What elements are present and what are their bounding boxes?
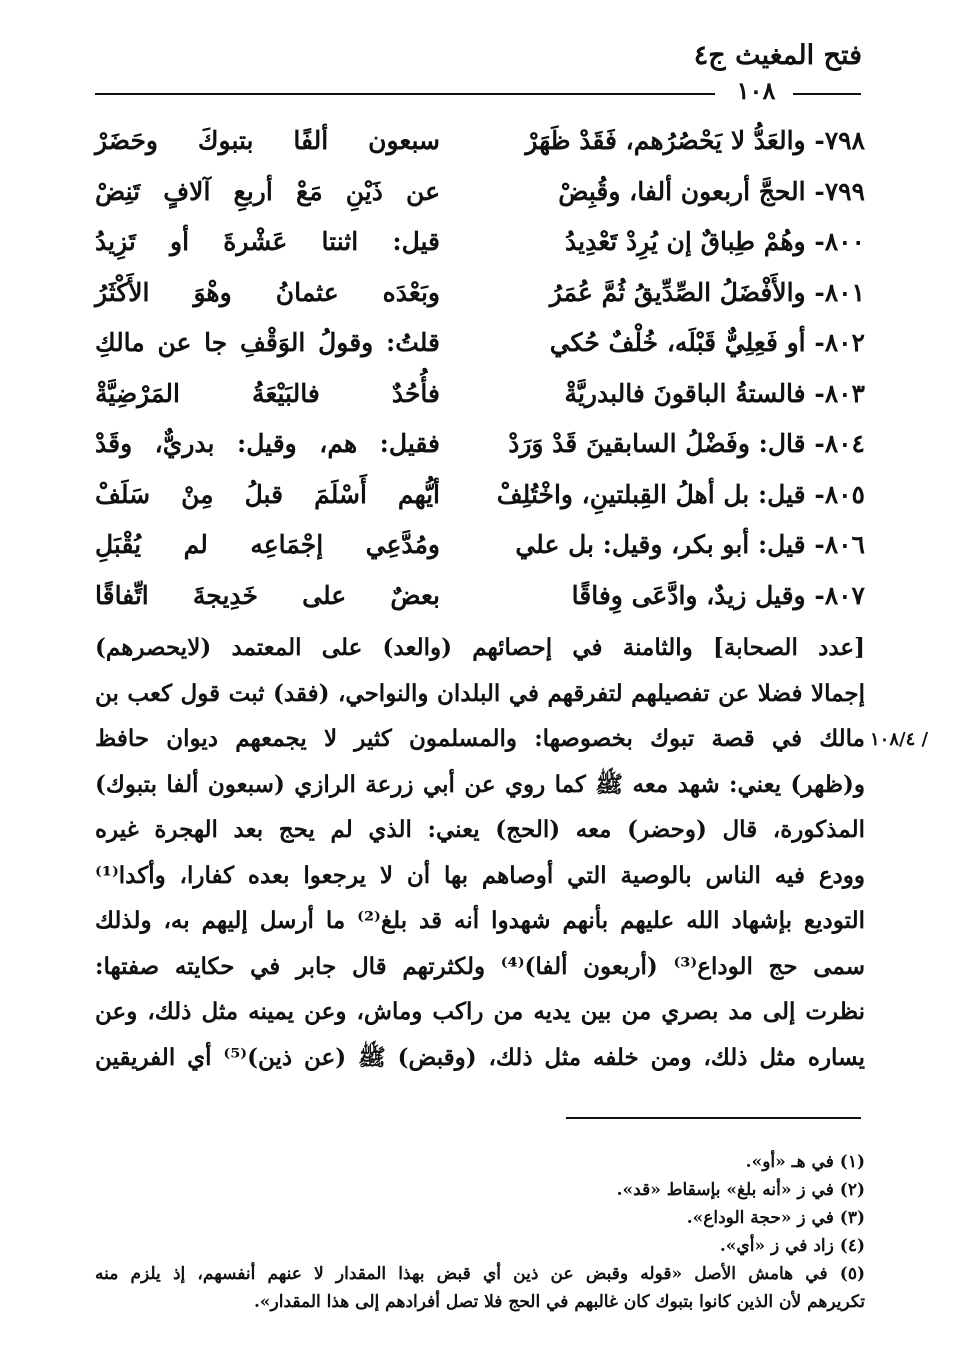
footnote-rule [566,1117,861,1119]
margin-page-reference: / ١٠٨/٤ [870,729,929,750]
verse-first-hemistich: ٧٩٨- والعَدُّ لا يَحْصُرُهم، فَقَدْ ظَهَرْ [525,126,865,155]
verse-first-hemistich: ٨٠٣- فالستةُ الباقونَ فالبدريَّةْ [564,378,865,408]
prose-line: و(ظهر) يعني: شهد معه ﷺ كما روي عن أبي زرعة الرازي (سبعون ألفا بتبوك) [95,770,865,798]
prose-line: يساره مثل ذلك، ومن خلفه مثل ذلك، (وقبض) ﷺ (عن ذين)⁽⁵⁾ أي الفريقين [95,1043,865,1071]
verse-line [95,173,865,224]
prose-line: [عدد الصحابة] والثامنة في إحصائهم (والعد) على المعتمد (لايحصرهم) [95,634,865,661]
verse-line [95,526,865,577]
verse-line [95,577,865,628]
verse-second-hemistich: عن ذَيْنِ مَعْ أربعِ آلافٍ تَنِضْ [95,176,440,206]
footnote: (٣) في ز «حجة الوداع». [686,1208,865,1228]
footnote: (٤) زاد في ز «أي». [719,1236,865,1256]
verse-line [95,375,865,426]
verse-first-hemistich: ٨٠٤- قال: وفَضْلُ السابقينَ قَدْ وَرَدْ [508,429,865,458]
verse-second-hemistich: فأُحُدٌ فالبَيْعَةُ المَرْضِيَّةْ [95,378,440,408]
verse-first-hemistich: ٨٠٠- وهُمْ طِباقٌ إن يُرِدْ تَعْدِيدُ [565,227,865,256]
verse-first-hemistich: ٨٠١- والأَفْضَلُ الصِّدِّيقُ ثُمَّ عُمَرُ [549,277,865,307]
verse-line [95,425,865,476]
prose-line: سمى حج الوداع⁽³⁾ (أربعون ألفا)⁽⁴⁾ ولكثرتهم قال جابر في حكايته صفتها: [95,952,865,980]
verse-second-hemistich: سبعون ألفًا بتبوكَ وحَضَرْ [95,126,440,155]
verse-line [95,324,865,375]
verse-first-hemistich: ٨٠٢- أو فَعِلِيٌّ قَبْلَه، خُلْفٌ حُكي [549,328,865,357]
footnote: (٢) في ز «أنه بلغ» بإسقاط «قد». [616,1180,865,1200]
verse-second-hemistich: أيُّهم أَسْلَمَ قبلُ مِنْ سَلَفْ [95,479,440,509]
verse-line [95,223,865,274]
verse-second-hemistich: قلتُ: وقولُ الوَقْفِ جا عن مالكِ [95,328,440,357]
header-rule-short [793,93,861,95]
verse-line [95,274,865,325]
verse-second-hemistich: وبَعْدَه عثمانُ وهْوَ الأَكْثَرُ [95,277,440,307]
prose-line: إجمالا فضلا عن تفصيلهم لتفرقهم في البلدان والنواحي، (فقد) ثبت قول كعب بن [95,679,865,707]
footnote: (٥) في هامش الأصل «قوله وقبض عن ذين أي قبض بهذا المقدار لا عنهم أنفسهم، إذ يلزم منه [95,1264,865,1284]
verse-line [95,122,865,173]
prose-line: التوديع بإشهاد الله عليهم بأنهم شهدوا أنه قد بلغ⁽²⁾ ما أرسل إليهم به، ولذلك [95,907,866,934]
verse-first-hemistich: ٨٠٧- وقيل زيدٌ، وادَّعَى وِفاقًا [571,580,865,610]
prose-line: نظرت إلى مد بصري من بين يديه من راكب وماش، وعن يمينه مثل ذلك، وعن [95,998,865,1025]
verse-line [95,476,865,527]
verse-first-hemistich: ٨٠٥- قيل: بل أهلُ القِبلتينِ، واخْتُلِفْ [496,479,865,509]
verse-second-hemistich: ومُدَّعِي إجْمَاعِه لم يُقْبَلِ [95,530,440,559]
running-head: فتح المغيث ج٤ [693,40,862,71]
page-number: ١٠٨ [736,76,776,105]
prose-line: مالك في قصة تبوك بخصوصها: والمسلمون كثير لا يجمعهم ديوان حافظ [95,725,865,752]
verse-second-hemistich: فقيل: هم، وقيل: بدريٌّ، وقَدْ [95,429,440,458]
header-rule [95,93,715,95]
footnote: (١) في هـ «أو». [745,1152,865,1172]
prose-line: المذكورة، قال (وحضر) معه (الحج) يعني: الذي لم يحج بعد الهجرة غيره [95,816,865,843]
footnotes [95,1148,865,1316]
verse-first-hemistich: ٨٠٦- قيل: أبو بكر، وقيل: بل علي [515,530,865,559]
verse-block [95,122,865,627]
prose-line: وودع فيه الناس بالوصية التي أوصاهم بها أن لا يرجعوا بعده كفارا، وأكدا⁽¹⁾ [95,861,865,889]
commentary-text [95,625,865,1080]
verse-second-hemistich: بعضٌ على خَدِيجةَ اتِّفاقًا [95,580,440,610]
verse-first-hemistich: ٧٩٩- الحجَّ أربعون ألفا، وقُبِضْ [558,176,865,206]
verse-second-hemistich: قيل: اثنتا عَشْرةَ أو تَزِيدُ [95,227,440,256]
footnote-continuation: تكريرهم لأن الذين كانوا بتبوك كان غالبهم في الحج فلا تصل أفرادهم إلى هذا المقدار». [254,1292,865,1312]
